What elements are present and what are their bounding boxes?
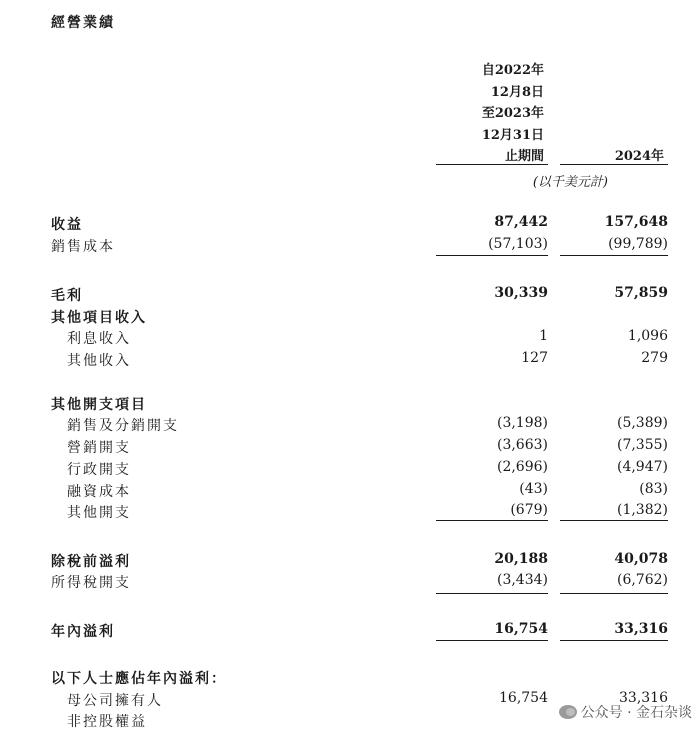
subtotal-rule [560,520,668,521]
column-header-2024: 2024年 [614,149,664,164]
unit-note: (以千美元計) [532,175,608,190]
value-period: 127 [521,350,548,366]
row-label: 其他項目收入 [51,310,147,326]
value-period: (3,198) [496,415,548,431]
value-period: (3,663) [496,437,548,453]
value-2024: 57,859 [614,285,668,301]
row-label: 融資成本 [67,484,131,500]
row-label: 銷售成本 [51,239,115,255]
value-2024: (99,789) [608,236,668,252]
value-2024: (4,947) [616,459,668,475]
value-period: 87,442 [494,214,548,230]
subtotal-rule [436,520,548,521]
header-line: 12月8日 [490,85,544,100]
value-2024: 40,078 [614,551,668,567]
subtotal-rule [436,255,548,256]
row-label: 其他收入 [67,353,131,369]
row-label: 非控股權益 [67,714,147,730]
row-label: 收益 [51,217,83,233]
value-period: (43) [519,481,548,497]
value-2024: (83) [639,481,668,497]
row-label: 除稅前溢利 [51,554,131,570]
value-period: 30,339 [494,285,548,301]
value-2024: 33,316 [614,621,668,637]
row-label: 行政開支 [67,462,131,478]
row-label: 銷售及分銷開支 [67,418,179,434]
value-period: 16,754 [499,690,548,706]
header-line: 至2023年 [481,106,544,121]
header-line: 12月31日 [481,128,544,143]
row-label: 毛利 [51,288,83,304]
header-line: 自2022年 [481,63,544,78]
row-label: 年內溢利 [51,624,115,640]
value-2024: 157,648 [604,214,668,230]
value-2024: (1,382) [616,502,668,518]
row-label: 營銷開支 [67,440,131,456]
statement-title: 經營業績 [51,15,115,31]
value-2024: 1,096 [627,328,668,344]
value-2024: (7,355) [616,437,668,453]
row-label: 其他開支項目 [51,397,147,413]
row-label: 其他開支 [67,505,131,521]
watermark [559,702,692,722]
total-rule [436,640,548,641]
value-period: 20,188 [494,551,548,567]
row-label: 以下人士應佔年內溢利： [51,671,227,687]
wechat-icon [559,705,577,719]
value-2024: (6,762) [616,572,668,588]
value-period: (679) [510,502,548,518]
total-rule [560,640,668,641]
value-period: 16,754 [494,621,548,637]
subtotal-rule [560,255,668,256]
value-period: 1 [539,328,548,344]
header-rule-2 [560,164,668,165]
row-label: 母公司擁有人 [67,693,163,709]
header-rule-1 [436,164,548,165]
subtotal-rule [560,593,668,594]
row-label: 所得稅開支 [51,575,131,591]
row-label: 利息收入 [67,331,131,347]
subtotal-rule [436,593,548,594]
header-line: 止期間 [504,149,544,164]
watermark-text: 公众号 · 金石杂谈 [580,705,692,721]
value-2024: (5,389) [616,415,668,431]
value-period: (3,434) [496,572,548,588]
value-period: (57,103) [488,236,548,252]
value-2024: 33,316 [619,690,668,706]
value-2024: 279 [641,350,668,366]
value-period: (2,696) [496,459,548,475]
